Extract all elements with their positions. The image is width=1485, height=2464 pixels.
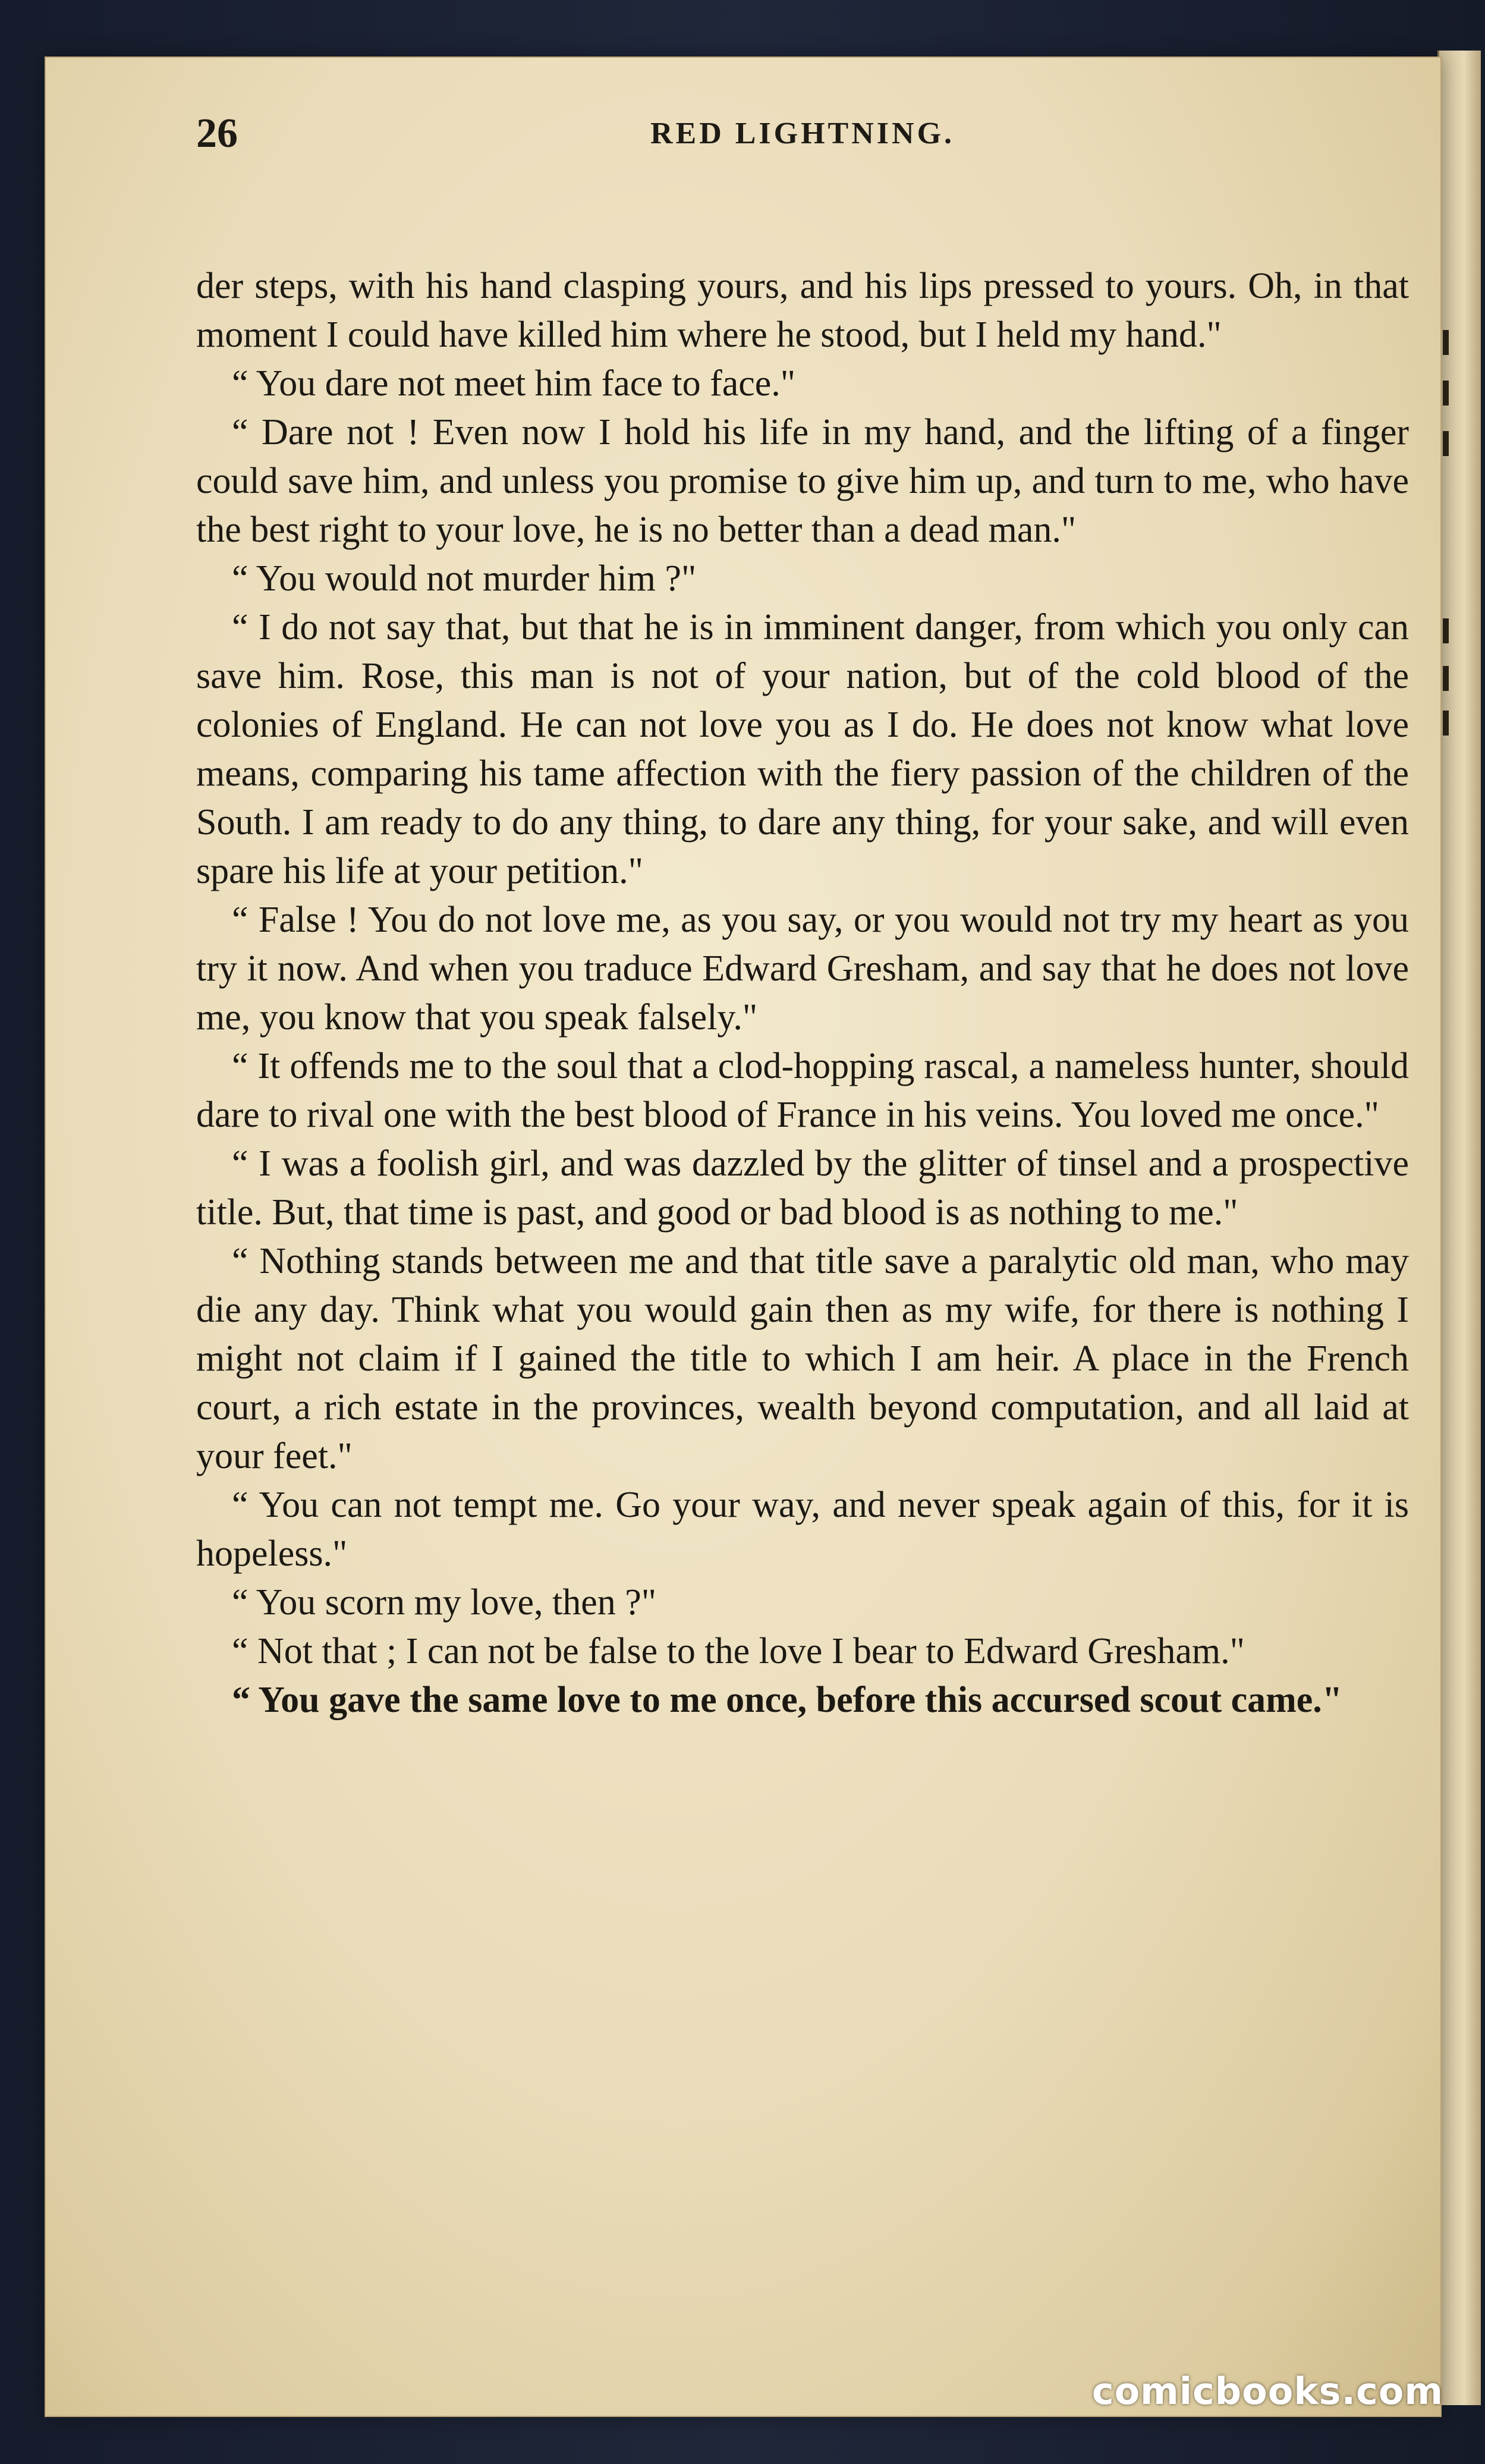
paragraph: “ You can not tempt me. Go your way, and never speak again of this, for it is hopeless."	[196, 1485, 1409, 1574]
print-mark	[1443, 381, 1449, 406]
paragraph: “ Dare not ! Even now I hold his life in my hand, and the lifting of a finger could save him, and unless you promise to give him up, and turn to me, who have the best right to your love, he is no better than a dead man."	[196, 412, 1409, 550]
paragraph: “ You would not murder him ?"	[232, 558, 697, 599]
paragraph: “ Not that ; I can not be false to the love I bear to Edward Gresham."	[232, 1631, 1245, 1671]
paragraph: “ You gave the same love to me once, before this accursed scout came."	[232, 1680, 1343, 1720]
paragraph: “ False ! You do not love me, as you say, or you would not try my heart as you try it now. And when you traduce Edward Gresham, and say that he does not love me, you know that you speak falsely."	[196, 900, 1409, 1038]
watermark: comicbooks.com	[1091, 2369, 1443, 2413]
print-mark	[1443, 711, 1449, 736]
paragraph: “ I do not say that, but that he is in imminent danger, from which you only can save him. Rose, this man is not of your nation, but of the cold blood of the colonies of England. He can not love you as I do. He does not know what love means, comparing his tame affection with the fiery passion of the children of the South. I am ready to do any thing, to dare any thing, for your sake, and will even spare his life at your petition."	[196, 607, 1409, 891]
paragraph: der steps, with his hand clasping yours, and his lips pressed to yours. Oh, in that moment I could have killed him where he stood, but I held my hand."	[196, 266, 1409, 355]
page-number: 26	[196, 111, 238, 156]
print-mark	[1443, 666, 1449, 691]
facing-page-edge	[1437, 51, 1481, 2405]
paragraph: “ You scorn my love, then ?"	[232, 1582, 657, 1623]
paragraph: “ It offends me to the soul that a clod-hopping rascal, a nameless hunter, should dare to rival one with the best blood of France in his veins. You loved me once."	[196, 1046, 1409, 1135]
print-mark	[1443, 431, 1449, 456]
paragraph: “ You dare not meet him face to face."	[232, 363, 796, 404]
print-mark	[1443, 330, 1449, 355]
paragraph: “ Nothing stands between me and that title save a paralytic old man, who may die any day. Think what you would gain then as my wife, for there is nothing I might not claim if I gained the title to which I am heir. A place in the French court, a rich estate in the provinces, wealth beyond computation, and all laid at your feet."	[196, 1241, 1409, 1476]
running-head	[196, 107, 1409, 161]
print-mark	[1443, 618, 1449, 643]
running-title: RED LIGHTNING.	[650, 117, 955, 150]
paragraph: “ I was a foolish girl, and was dazzled by the glitter of tinsel and a prospective title. But, that time is past, and good or bad blood is as nothing to me."	[196, 1143, 1409, 1233]
body-text	[196, 262, 1409, 1724]
